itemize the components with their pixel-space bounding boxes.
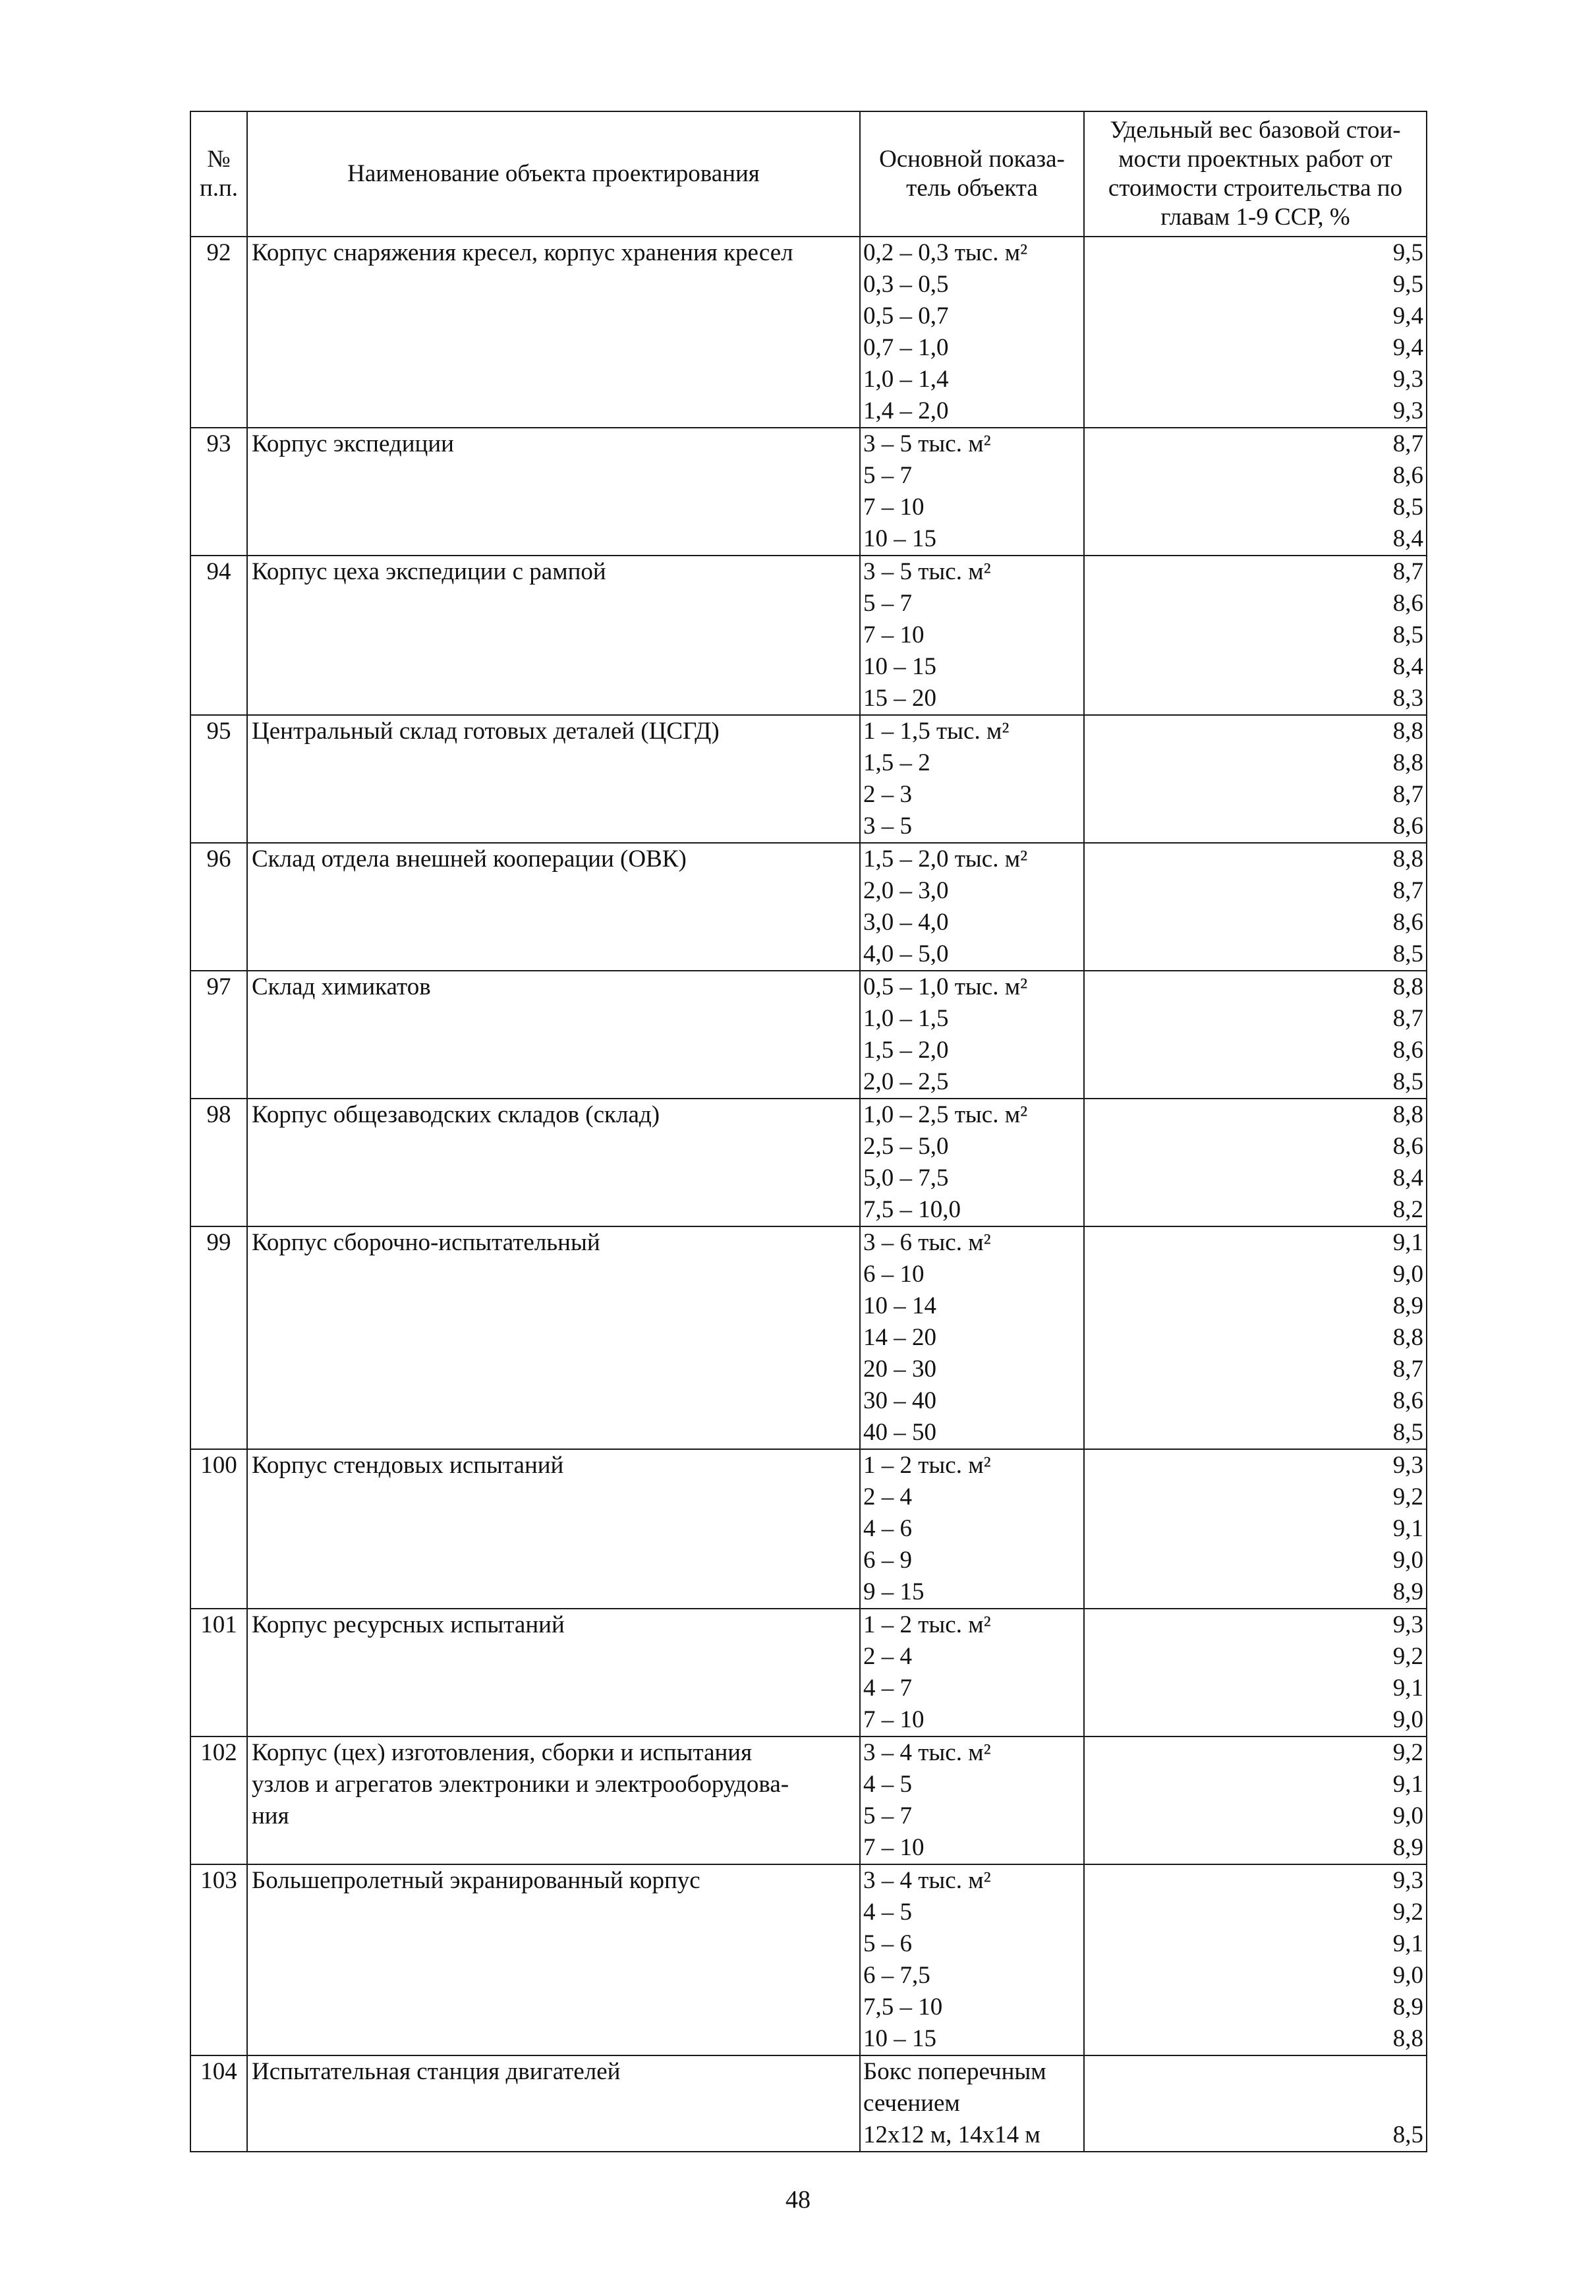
share-cell bbox=[1084, 843, 1427, 971]
indicator-cell bbox=[860, 428, 1084, 556]
indicator-value: 1,5 – 2,0 тыс. м² bbox=[863, 846, 1028, 873]
table-row bbox=[190, 1864, 1427, 2055]
share-value: 8,4 bbox=[1392, 653, 1423, 680]
indicator-value: 3 – 5 bbox=[863, 813, 912, 840]
share-cell bbox=[1084, 556, 1427, 715]
share-value: 8,8 bbox=[1392, 2025, 1423, 2052]
indicator-value: 1,0 – 2,5 тыс. м² bbox=[863, 1101, 1028, 1128]
share-value: 9,1 bbox=[1392, 1515, 1423, 1542]
indicator-value: 7 – 10 bbox=[863, 494, 925, 521]
share-value: 8,5 bbox=[1392, 2121, 1423, 2148]
share-value: 8,6 bbox=[1392, 590, 1423, 617]
object-name-line: Корпус общезаводских складов (склад) bbox=[252, 1101, 660, 1128]
indicator-cell bbox=[860, 1099, 1084, 1226]
share-cell bbox=[1084, 428, 1427, 556]
object-name bbox=[247, 1609, 860, 1736]
indicator-value: 6 – 10 bbox=[863, 1261, 925, 1288]
indicator-value: 1,4 – 2,0 bbox=[863, 397, 949, 424]
table-row bbox=[190, 843, 1427, 971]
object-name-line: Склад химикатов bbox=[252, 973, 431, 1000]
share-value bbox=[1085, 2088, 1426, 2119]
share-cell bbox=[1084, 1099, 1427, 1226]
share-value: 8,6 bbox=[1392, 813, 1423, 840]
share-cell bbox=[1084, 1609, 1427, 1736]
share-value: 8,5 bbox=[1392, 1419, 1423, 1446]
share-value: 8,8 bbox=[1392, 1101, 1423, 1128]
indicator-value: 9 – 15 bbox=[863, 1578, 925, 1605]
row-number: 104 bbox=[190, 2055, 247, 2152]
indicator-cell bbox=[860, 843, 1084, 971]
share-value: 8,6 bbox=[1392, 1387, 1423, 1414]
page-number: 48 bbox=[785, 2186, 811, 2214]
share-value: 8,7 bbox=[1392, 781, 1423, 808]
indicator-value: 14 – 20 bbox=[863, 1324, 936, 1351]
share-value: 8,8 bbox=[1392, 846, 1423, 873]
object-name bbox=[247, 556, 860, 715]
indicator-value: 5 – 7 bbox=[863, 1802, 912, 1829]
share-value: 9,3 bbox=[1392, 1867, 1423, 1894]
row-number: 103 bbox=[190, 1864, 247, 2055]
object-name bbox=[247, 428, 860, 556]
indicator-value: 2 – 4 bbox=[863, 1643, 912, 1670]
object-name bbox=[247, 971, 860, 1099]
indicator-value: 2,0 – 2,5 bbox=[863, 1068, 949, 1095]
indicator-value: 0,2 – 0,3 тыс. м² bbox=[863, 239, 1028, 266]
share-value: 9,1 bbox=[1392, 1675, 1423, 1702]
indicator-value: 1 – 1,5 тыс. м² bbox=[863, 718, 1010, 745]
indicator-cell bbox=[860, 2055, 1084, 2152]
share-value: 9,3 bbox=[1392, 397, 1423, 424]
indicator-value: 0,3 – 0,5 bbox=[863, 271, 949, 298]
share-value: 9,3 bbox=[1392, 1611, 1423, 1638]
indicator-cell bbox=[860, 971, 1084, 1099]
table-row bbox=[190, 1736, 1427, 1864]
share-value: 9,1 bbox=[1392, 1930, 1423, 1957]
share-cell bbox=[1084, 971, 1427, 1099]
object-name-line: Испытательная станция двигателей bbox=[252, 2058, 621, 2085]
indicator-value: Бокс поперечным bbox=[863, 2058, 1046, 2085]
share-cell bbox=[1084, 1449, 1427, 1609]
row-number: 92 bbox=[190, 237, 247, 428]
share-value: 9,0 bbox=[1392, 1547, 1423, 1574]
object-name-line: Корпус ресурсных испытаний bbox=[252, 1611, 565, 1638]
indicator-cell bbox=[860, 237, 1084, 428]
indicator-value: 5 – 7 bbox=[863, 590, 912, 617]
header-indicator: Основной показа-тель объекта bbox=[860, 111, 1084, 237]
object-name-line: Корпус сборочно-испытательный bbox=[252, 1229, 600, 1256]
object-name-line: Корпус экспедиции bbox=[252, 430, 454, 457]
share-value: 8,7 bbox=[1392, 430, 1423, 457]
row-number: 100 bbox=[190, 1449, 247, 1609]
object-name bbox=[247, 1226, 860, 1449]
object-name-line: Центральный склад готовых деталей (ЦСГД) bbox=[252, 718, 720, 745]
object-name-line: Корпус (цех) изготовления, сборки и испытания bbox=[252, 1739, 753, 1766]
share-value: 9,2 bbox=[1392, 1899, 1423, 1926]
indicator-value: 10 – 15 bbox=[863, 2025, 936, 2052]
header-name: Наименование объекта проектирования bbox=[247, 111, 860, 237]
header-num: № п.п. bbox=[190, 111, 247, 237]
indicator-value: 40 – 50 bbox=[863, 1419, 936, 1446]
indicator-value: 7 – 10 bbox=[863, 621, 925, 648]
indicator-value: 1,5 – 2,0 bbox=[863, 1037, 949, 1064]
indicator-value: 3 – 5 тыс. м² bbox=[863, 430, 991, 457]
share-value: 9,1 bbox=[1392, 1771, 1423, 1798]
indicator-cell bbox=[860, 715, 1084, 843]
indicator-value: 15 – 20 bbox=[863, 685, 936, 712]
row-number: 101 bbox=[190, 1609, 247, 1736]
share-cell bbox=[1084, 2055, 1427, 2152]
table-row bbox=[190, 1449, 1427, 1609]
indicator-value: 3 – 6 тыс. м² bbox=[863, 1229, 991, 1256]
share-cell bbox=[1084, 237, 1427, 428]
share-value: 8,5 bbox=[1392, 621, 1423, 648]
indicator-value: 2 – 3 bbox=[863, 781, 912, 808]
object-name bbox=[247, 1099, 860, 1226]
indicator-value: 12х12 м, 14х14 м bbox=[863, 2121, 1040, 2148]
indicator-value: 0,5 – 0,7 bbox=[863, 302, 949, 330]
share-value: 9,5 bbox=[1392, 271, 1423, 298]
object-name-line: Склад отдела внешней кооперации (ОВК) bbox=[252, 846, 687, 873]
share-value: 8,6 bbox=[1392, 909, 1423, 936]
row-number: 94 bbox=[190, 556, 247, 715]
indicator-value: 7,5 – 10 bbox=[863, 1994, 943, 2021]
indicator-value: 7 – 10 bbox=[863, 1706, 925, 1733]
indicator-cell bbox=[860, 1736, 1084, 1864]
share-value: 8,5 bbox=[1392, 1068, 1423, 1095]
table-row bbox=[190, 428, 1427, 556]
share-value: 9,0 bbox=[1392, 1261, 1423, 1288]
share-value: 8,7 bbox=[1392, 877, 1423, 904]
object-name bbox=[247, 1736, 860, 1864]
norms-table bbox=[190, 111, 1427, 2152]
share-value: 9,5 bbox=[1392, 239, 1423, 266]
share-value: 9,0 bbox=[1392, 1962, 1423, 1989]
indicator-value: 10 – 15 bbox=[863, 525, 936, 552]
row-number: 99 bbox=[190, 1226, 247, 1449]
share-value: 8,6 bbox=[1392, 1133, 1423, 1160]
share-value: 8,9 bbox=[1392, 1578, 1423, 1605]
table-row bbox=[190, 1226, 1427, 1449]
share-value: 9,4 bbox=[1392, 334, 1423, 361]
share-value: 8,7 bbox=[1392, 558, 1423, 585]
share-cell bbox=[1084, 1736, 1427, 1864]
indicator-cell bbox=[860, 1864, 1084, 2055]
indicator-value: 5 – 6 bbox=[863, 1930, 912, 1957]
object-name bbox=[247, 843, 860, 971]
indicator-cell bbox=[860, 1449, 1084, 1609]
row-number: 96 bbox=[190, 843, 247, 971]
indicator-value: 3 – 4 тыс. м² bbox=[863, 1739, 991, 1766]
table-row bbox=[190, 237, 1427, 428]
indicator-value: 1,0 – 1,4 bbox=[863, 366, 949, 393]
table-header-row bbox=[190, 111, 1427, 237]
share-value: 8,5 bbox=[1392, 940, 1423, 967]
share-value: 8,8 bbox=[1392, 1324, 1423, 1351]
indicator-value: 2,5 – 5,0 bbox=[863, 1133, 949, 1160]
indicator-value: 7,5 – 10,0 bbox=[863, 1196, 961, 1223]
share-value: 8,7 bbox=[1392, 1356, 1423, 1383]
indicator-value: сечением bbox=[863, 2090, 960, 2117]
share-cell bbox=[1084, 1226, 1427, 1449]
row-number: 95 bbox=[190, 715, 247, 843]
row-number: 97 bbox=[190, 971, 247, 1099]
share-value: 9,1 bbox=[1392, 1229, 1423, 1256]
share-value: 8,4 bbox=[1392, 1164, 1423, 1191]
table-body bbox=[190, 237, 1427, 2152]
indicator-value: 4 – 6 bbox=[863, 1515, 912, 1542]
object-name-line: Большепролетный экранированный корпус bbox=[252, 1867, 700, 1894]
share-value: 8,6 bbox=[1392, 462, 1423, 489]
object-name-line: Корпус цеха экспедиции с рампой bbox=[252, 558, 606, 585]
indicator-value: 4 – 7 bbox=[863, 1675, 912, 1702]
table-row bbox=[190, 715, 1427, 843]
table-row bbox=[190, 556, 1427, 715]
share-value: 9,0 bbox=[1392, 1802, 1423, 1829]
indicator-cell bbox=[860, 1609, 1084, 1736]
table-row bbox=[190, 1609, 1427, 1736]
indicator-value: 6 – 9 bbox=[863, 1547, 912, 1574]
indicator-value: 0,7 – 1,0 bbox=[863, 334, 949, 361]
table-row bbox=[190, 971, 1427, 1099]
share-cell bbox=[1084, 715, 1427, 843]
share-value: 9,2 bbox=[1392, 1739, 1423, 1766]
share-value: 8,5 bbox=[1392, 494, 1423, 521]
share-value: 8,3 bbox=[1392, 685, 1423, 712]
share-value: 8,2 bbox=[1392, 1196, 1423, 1223]
object-name bbox=[247, 1449, 860, 1609]
indicator-value: 1 – 2 тыс. м² bbox=[863, 1452, 991, 1479]
indicator-value: 4 – 5 bbox=[863, 1899, 912, 1926]
indicator-value: 3 – 4 тыс. м² bbox=[863, 1867, 991, 1894]
indicator-value: 3 – 5 тыс. м² bbox=[863, 558, 991, 585]
row-number: 98 bbox=[190, 1099, 247, 1226]
indicator-value: 1,0 – 1,5 bbox=[863, 1005, 949, 1032]
indicator-value: 10 – 14 bbox=[863, 1292, 936, 1319]
table-row bbox=[190, 2055, 1427, 2152]
table-row bbox=[190, 1099, 1427, 1226]
share-value: 9,2 bbox=[1392, 1483, 1423, 1510]
share-cell bbox=[1084, 1864, 1427, 2055]
object-name-line: Корпус снаряжения кресел, корпус хранения кресел bbox=[252, 239, 793, 266]
share-value: 9,0 bbox=[1392, 1706, 1423, 1733]
indicator-value: 1,5 – 2 bbox=[863, 749, 930, 776]
share-value: 9,3 bbox=[1392, 366, 1423, 393]
indicator-value: 5,0 – 7,5 bbox=[863, 1164, 949, 1191]
header-share: Удельный вес базовой стои-мости проектных работ от стоимости строительства по главам 1-9 ССР, % bbox=[1084, 111, 1427, 237]
object-name-line: узлов и агрегатов электроники и электрооборудова- bbox=[252, 1771, 789, 1798]
object-name bbox=[247, 237, 860, 428]
object-name bbox=[247, 2055, 860, 2152]
share-value: 8,8 bbox=[1392, 749, 1423, 776]
share-value: 8,9 bbox=[1392, 1292, 1423, 1319]
indicator-value: 3,0 – 4,0 bbox=[863, 909, 949, 936]
object-name-line: Корпус стендовых испытаний bbox=[252, 1452, 564, 1479]
indicator-value: 2 – 4 bbox=[863, 1483, 912, 1510]
share-value: 8,8 bbox=[1392, 973, 1423, 1000]
object-name bbox=[247, 715, 860, 843]
share-value: 8,9 bbox=[1392, 1834, 1423, 1861]
share-value bbox=[1085, 2056, 1426, 2088]
indicator-value: 6 – 7,5 bbox=[863, 1962, 930, 1989]
share-value: 8,9 bbox=[1392, 1994, 1423, 2021]
indicator-value: 4 – 5 bbox=[863, 1771, 912, 1798]
share-value: 8,7 bbox=[1392, 1005, 1423, 1032]
indicator-value: 10 – 15 bbox=[863, 653, 936, 680]
share-value: 9,2 bbox=[1392, 1643, 1423, 1670]
indicator-cell bbox=[860, 556, 1084, 715]
row-number: 102 bbox=[190, 1736, 247, 1864]
indicator-value: 5 – 7 bbox=[863, 462, 912, 489]
indicator-value: 0,5 – 1,0 тыс. м² bbox=[863, 973, 1028, 1000]
indicator-value: 1 – 2 тыс. м² bbox=[863, 1611, 991, 1638]
indicator-value: 4,0 – 5,0 bbox=[863, 940, 949, 967]
share-value: 8,8 bbox=[1392, 718, 1423, 745]
share-value: 9,3 bbox=[1392, 1452, 1423, 1479]
indicator-value: 30 – 40 bbox=[863, 1387, 936, 1414]
share-value: 9,4 bbox=[1392, 302, 1423, 330]
indicator-value: 20 – 30 bbox=[863, 1356, 936, 1383]
object-name bbox=[247, 1864, 860, 2055]
share-value: 8,4 bbox=[1392, 525, 1423, 552]
indicator-cell bbox=[860, 1226, 1084, 1449]
indicator-value: 2,0 – 3,0 bbox=[863, 877, 949, 904]
indicator-value: 7 – 10 bbox=[863, 1834, 925, 1861]
row-number: 93 bbox=[190, 428, 247, 556]
object-name-line: ния bbox=[252, 1802, 289, 1829]
share-value: 8,6 bbox=[1392, 1037, 1423, 1064]
